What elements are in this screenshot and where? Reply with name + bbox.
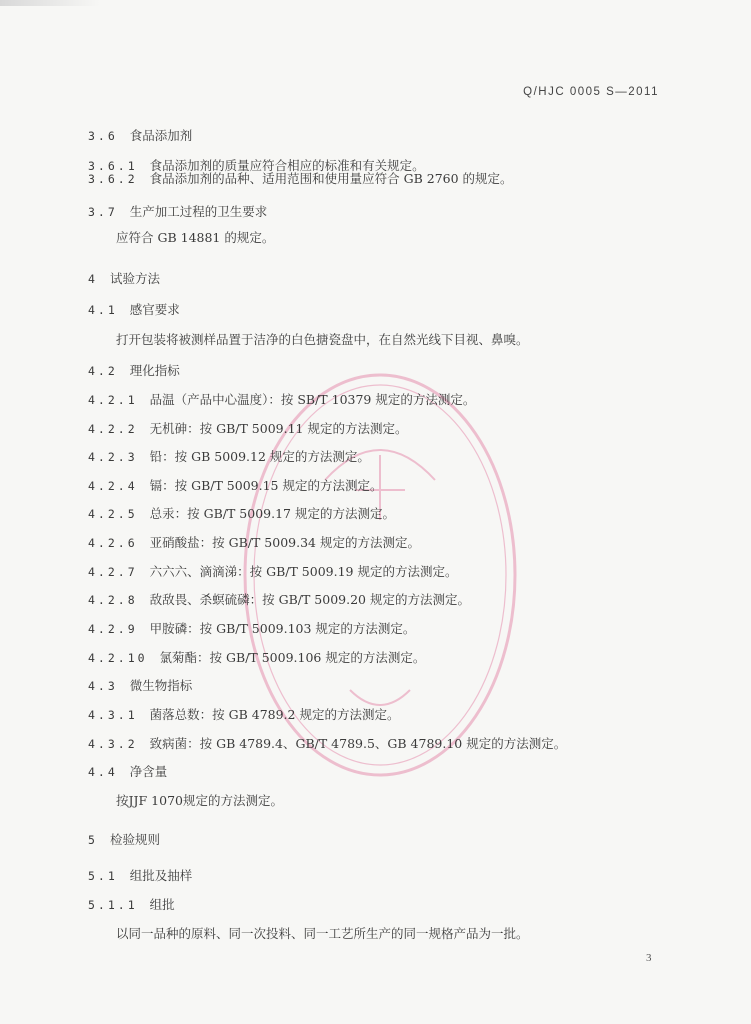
section-text: 以同一品种的原料、同一次投料、同一工艺所生产的同一规格产品为一批。 — [116, 926, 529, 941]
section-number: 4.2.7 — [88, 565, 138, 579]
section-4-2-5 — [88, 506, 395, 522]
section-number: 5 — [88, 833, 98, 847]
section-heading: 生产加工过程的卫生要求 — [129, 204, 268, 219]
section-number: 4.2.3 — [88, 450, 138, 464]
section-number: 5.1 — [88, 869, 118, 883]
section-4-2-7 — [88, 564, 457, 580]
section-text: 氯菊酯：按 GB/T 5009.106 规定的方法测定。 — [159, 650, 426, 665]
section-heading: 感官要求 — [129, 302, 180, 317]
section-text: 食品添加剂的质量应符合相应的标准和有关规定。 — [149, 158, 425, 173]
section-4-1 — [88, 302, 180, 318]
section-number: 3.6 — [88, 129, 118, 143]
section-number: 4.4 — [88, 765, 118, 779]
section-4-2-2 — [88, 421, 407, 437]
section-4-2-6 — [88, 535, 420, 551]
section-4-3-1 — [88, 707, 399, 723]
section-number: 3.6.1 — [88, 159, 138, 173]
section-text: 总汞：按 GB/T 5009.17 规定的方法测定。 — [149, 506, 395, 521]
section-heading: 微生物指标 — [129, 678, 193, 693]
section-number: 4 — [88, 272, 98, 286]
section-4-2-10 — [88, 650, 425, 666]
section-number: 4.2.10 — [88, 651, 148, 665]
section-number: 4.2.9 — [88, 622, 138, 636]
section-text: 应符合 GB 14881 的规定。 — [116, 230, 275, 245]
section-number: 4.2.8 — [88, 593, 138, 607]
section-text: 甲胺磷：按 GB/T 5009.103 规定的方法测定。 — [149, 621, 416, 636]
section-4-1-body — [116, 332, 529, 348]
section-4-2 — [88, 363, 180, 379]
scan-edge-mark — [0, 0, 100, 6]
section-3-6 — [88, 128, 192, 144]
section-4-2-9 — [88, 621, 415, 637]
section-text: 铅：按 GB 5009.12 规定的方法测定。 — [149, 449, 370, 464]
section-4-3 — [88, 678, 192, 694]
section-text: 敌敌畏、杀螟硫磷：按 GB/T 5009.20 规定的方法测定。 — [149, 592, 470, 607]
section-heading: 食品添加剂 — [129, 128, 193, 143]
section-4-4 — [88, 764, 167, 780]
section-text: 食品添加剂的品种、适用范围和使用量应符合 GB 2760 的规定。 — [149, 171, 513, 186]
section-5-1 — [88, 868, 192, 884]
section-5 — [88, 832, 160, 848]
section-4-4-body — [116, 793, 283, 809]
section-text: 无机砷：按 GB/T 5009.11 规定的方法测定。 — [149, 421, 408, 436]
section-heading: 理化指标 — [129, 363, 180, 378]
document-code: Q/HJC 0005 S—2011 — [523, 86, 659, 98]
section-number: 4.2.4 — [88, 479, 138, 493]
section-heading: 检验规则 — [109, 832, 160, 847]
section-text: 镉：按 GB/T 5009.15 规定的方法测定。 — [149, 478, 383, 493]
section-number: 4.2.5 — [88, 507, 138, 521]
section-text: 菌落总数：按 GB 4789.2 规定的方法测定。 — [149, 707, 400, 722]
section-number: 3.7 — [88, 205, 118, 219]
section-3-7 — [88, 204, 267, 220]
section-5-1-1-body — [116, 926, 529, 942]
section-4-2-8 — [88, 592, 470, 608]
section-heading: 组批 — [149, 897, 175, 912]
section-text: 致病菌：按 GB 4789.4、GB/T 4789.5、GB 4789.10 规定的方法测定。 — [149, 736, 567, 751]
section-5-1-1 — [88, 897, 175, 913]
section-4-2-4 — [88, 478, 382, 494]
page-number: 3 — [646, 952, 652, 964]
section-heading: 组批及抽样 — [129, 868, 193, 883]
section-3-6-2 — [88, 171, 513, 187]
section-text: 按JJF 1070规定的方法测定。 — [116, 793, 283, 808]
section-number: 4.2 — [88, 364, 118, 378]
section-number: 4.3.2 — [88, 737, 138, 751]
section-number: 4.3.1 — [88, 708, 138, 722]
section-number: 4.1 — [88, 303, 118, 317]
section-text: 六六六、滴滴涕：按 GB/T 5009.19 规定的方法测定。 — [149, 564, 458, 579]
section-heading: 净含量 — [129, 764, 168, 779]
section-text: 打开包装将被测样品置于洁净的白色搪瓷盘中，在自然光线下目视、鼻嗅。 — [116, 332, 529, 347]
section-number: 5.1.1 — [88, 898, 138, 912]
section-number: 4.2.1 — [88, 393, 138, 407]
section-text: 亚硝酸盐：按 GB/T 5009.34 规定的方法测定。 — [149, 535, 420, 550]
section-3-7-body — [116, 230, 274, 246]
section-number: 3.6.2 — [88, 172, 138, 186]
section-number: 4.2.6 — [88, 536, 138, 550]
section-4-3-2 — [88, 736, 566, 752]
section-4 — [88, 271, 160, 287]
section-heading: 试验方法 — [109, 271, 160, 286]
section-text: 品温（产品中心温度）：按 SB/T 10379 规定的方法测定。 — [149, 392, 476, 407]
section-number: 4.2.2 — [88, 422, 138, 436]
section-number: 4.3 — [88, 679, 118, 693]
section-4-2-1 — [88, 392, 475, 408]
section-4-2-3 — [88, 449, 370, 465]
